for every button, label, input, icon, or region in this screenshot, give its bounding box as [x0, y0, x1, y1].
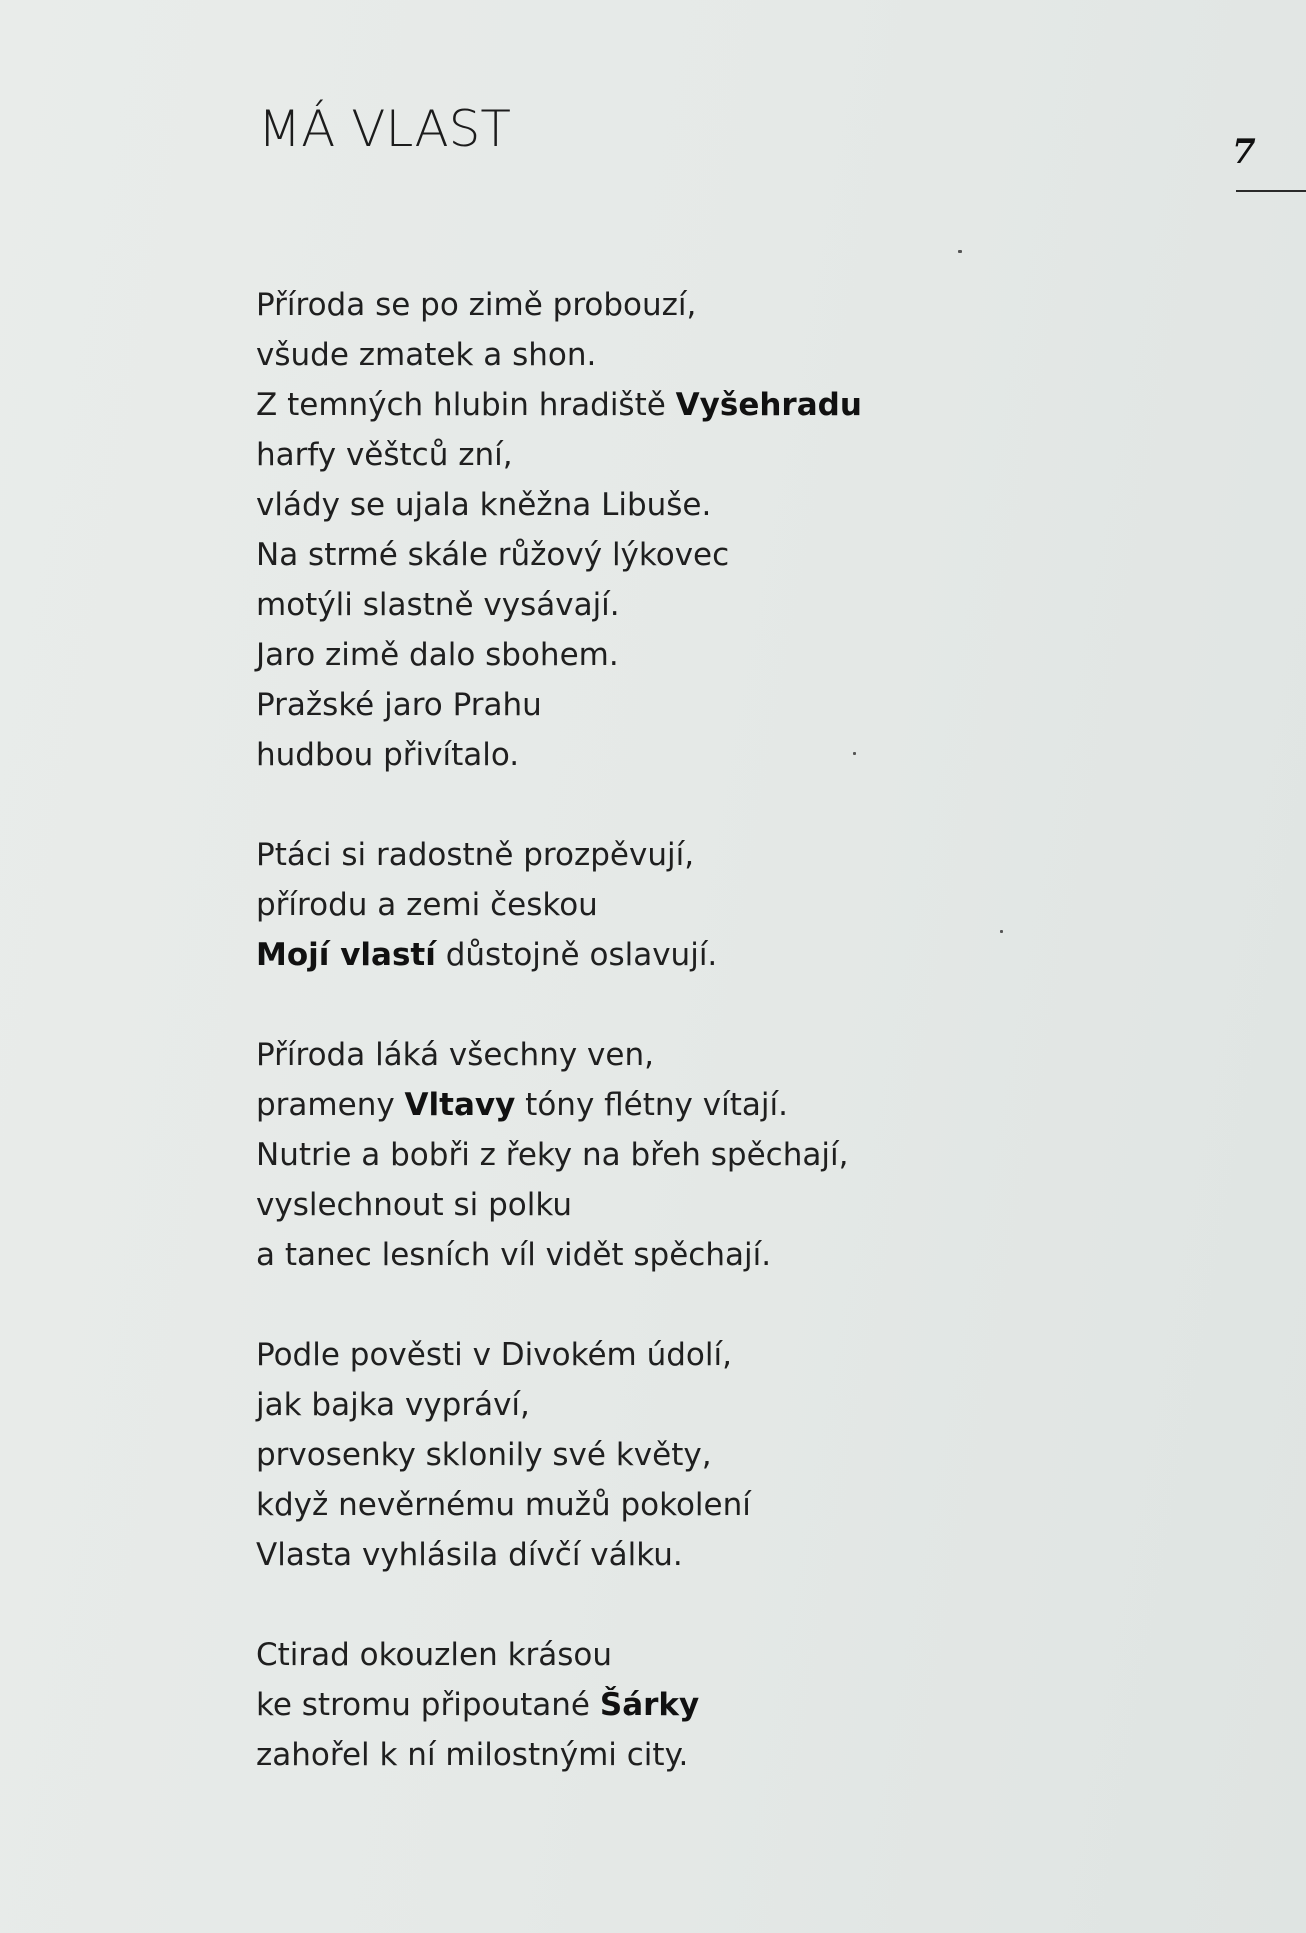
line-text: motýli slastně vysávají.: [256, 587, 620, 623]
poem-line: [256, 1330, 1256, 1380]
line-text: Podle pověsti v Divokém údolí,: [256, 1337, 732, 1373]
line-text: důstojně oslavují.: [435, 937, 718, 973]
line-text: všude zmatek a shon.: [256, 337, 597, 373]
stanza: [256, 1630, 1256, 1780]
poem-line: [256, 1180, 1256, 1230]
poem-line: [256, 480, 1256, 530]
line-text: Pražské jaro Prahu: [256, 687, 542, 723]
line-text: Nutrie a bobři z řeky na břeh spěchají,: [256, 1137, 849, 1173]
poem-line: [256, 630, 1256, 680]
stanza: [256, 830, 1256, 980]
poem-line: [256, 1630, 1256, 1680]
poem-title: MÁ VLAST: [258, 100, 511, 158]
page-number: 7: [1232, 132, 1256, 172]
line-text: přírodu a zemi českou: [256, 887, 598, 923]
line-text: ke stromu připoutané: [256, 1687, 600, 1723]
poem-line: [256, 1380, 1256, 1430]
line-text: jak bajka vypráví,: [256, 1387, 530, 1423]
poem-line: [256, 1130, 1256, 1180]
poem-line: [256, 530, 1256, 580]
poem-line: [256, 1530, 1256, 1580]
stanza: [256, 1330, 1256, 1580]
line-text: hudbou přivítalo.: [256, 737, 520, 773]
line-text: Z temných hlubin hradiště: [256, 387, 676, 423]
bold-name: Vyšehradu: [675, 387, 862, 423]
line-text: Ptáci si radostně prozpěvují,: [256, 837, 695, 873]
bold-name: Vltavy: [404, 1087, 516, 1123]
line-text: vlády se ujala kněžna Libuše.: [256, 487, 712, 523]
poem-line: [256, 1730, 1256, 1780]
line-text: Jaro zimě dalo sbohem.: [256, 637, 619, 673]
poem-line: [256, 430, 1256, 480]
line-text: vyslechnout si polku: [256, 1187, 573, 1223]
line-text: Vlasta vyhlásila dívčí válku.: [256, 1537, 683, 1573]
stanza: [256, 280, 1256, 780]
line-text: harfy věštců zní,: [256, 437, 513, 473]
line-text: a tanec lesních víl vidět spěchají.: [256, 1237, 772, 1273]
page-number-rule: [1236, 190, 1306, 192]
line-text: Příroda se po zimě probouzí,: [256, 287, 697, 323]
poem-line: [256, 1680, 1256, 1730]
poem-line: [256, 1030, 1256, 1080]
poem-line: [256, 380, 1256, 430]
paper-speck: [958, 250, 962, 253]
poem-line: [256, 330, 1256, 380]
bold-name: Mojí vlastí: [256, 937, 436, 973]
line-text: když nevěrnému mužů pokolení: [256, 1487, 751, 1523]
line-text: Ctirad okouzlen krásou: [256, 1637, 613, 1673]
poem-line: [256, 1480, 1256, 1530]
poem-line: [256, 580, 1256, 630]
poem-line: [256, 830, 1256, 880]
poem-line: [256, 1080, 1256, 1130]
poem-line: [256, 1430, 1256, 1480]
poem-line: [256, 730, 1256, 780]
stanza: [256, 1030, 1256, 1280]
line-text: prameny: [256, 1087, 405, 1123]
poem-line: [256, 930, 1256, 980]
poem-line: [256, 1230, 1256, 1280]
poem-line: [256, 680, 1256, 730]
bold-name: Šárky: [599, 1687, 700, 1723]
poem-body: [256, 280, 1256, 1830]
line-text: prvosenky sklonily své květy,: [256, 1437, 712, 1473]
line-text: tóny flétny vítají.: [515, 1087, 788, 1123]
poem-line: [256, 880, 1256, 930]
line-text: zahořel k ní milostnými city.: [256, 1737, 689, 1773]
line-text: Na strmé skále růžový lýkovec: [256, 537, 730, 573]
line-text: Příroda láká všechny ven,: [256, 1037, 654, 1073]
poem-line: [256, 280, 1256, 330]
